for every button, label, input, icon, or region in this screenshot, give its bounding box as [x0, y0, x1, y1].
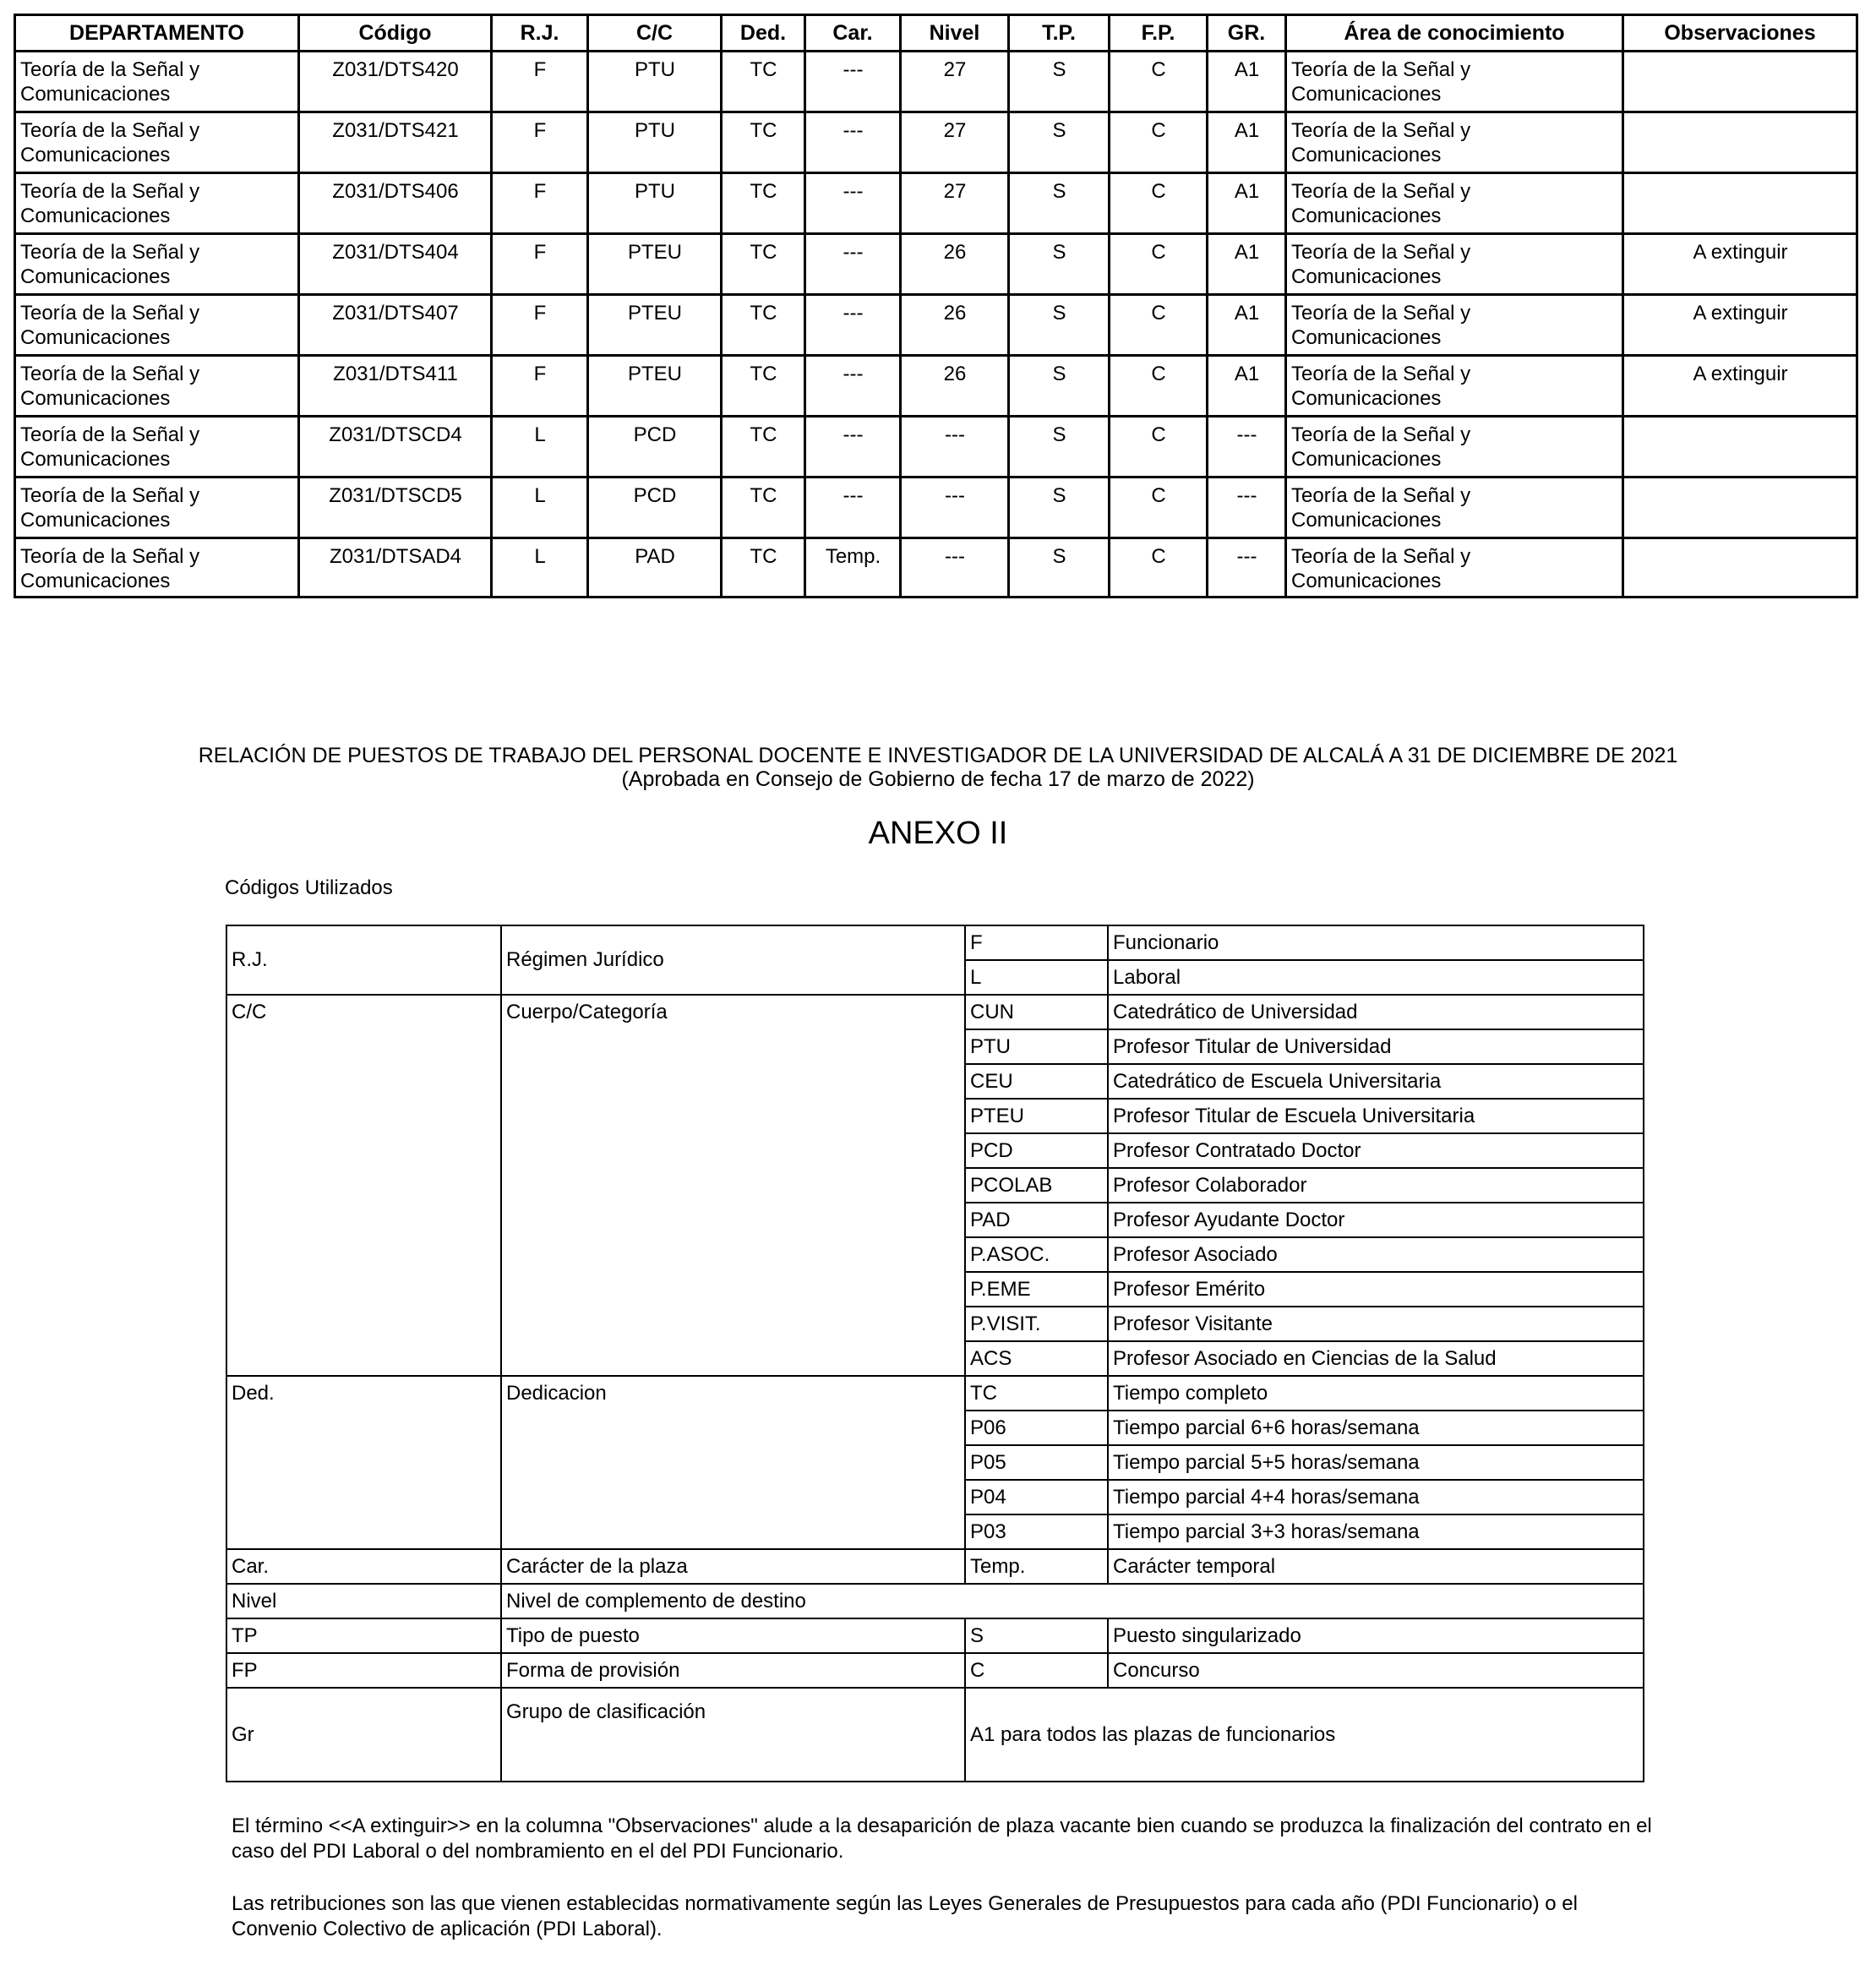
codes-section-label: Códigos Utilizados [225, 876, 393, 899]
cell-codigo: Z031/DTS420 [299, 52, 492, 112]
cell-departamento: Teoría de la Señal y Comunicaciones [15, 295, 299, 356]
cell-codigo: Z031/DTS404 [299, 234, 492, 295]
legend-label: Tipo de puesto [501, 1618, 965, 1653]
document-title: RELACIÓN DE PUESTOS DE TRABAJO DEL PERSONAL DOCENTE E INVESTIGADOR DE LA UNIVERSIDAD DE ALCALÁ A 31 DE DICIEMBRE DE 2021 [198, 744, 1678, 767]
cell-departamento: Teoría de la Señal y Comunicaciones [15, 538, 299, 598]
cell-rj: F [492, 173, 588, 234]
legend-code: CUN [965, 995, 1108, 1029]
cell-fp: C [1110, 52, 1208, 112]
column-header: Observaciones [1623, 15, 1857, 52]
column-header: C/C [588, 15, 722, 52]
column-header: Ded. [722, 15, 805, 52]
column-header: Código [299, 15, 492, 52]
cell-gr: --- [1208, 478, 1286, 538]
cell-ded: TC [722, 295, 805, 356]
legend-description: Tiempo completo [1108, 1376, 1644, 1411]
legend-code: P.VISIT. [965, 1307, 1108, 1341]
cell-area: Teoría de la Señal y Comunicaciones [1286, 295, 1623, 356]
legend-code: ACS [965, 1341, 1108, 1376]
legend-row [226, 1584, 1644, 1618]
cell-codigo: Z031/DTS411 [299, 356, 492, 417]
legend-code: P.EME [965, 1272, 1108, 1307]
legend-code: TC [965, 1376, 1108, 1411]
legend-code: CEU [965, 1064, 1108, 1099]
annex-title: ANEXO II [868, 816, 1008, 851]
legend-description: Tiempo parcial 4+4 horas/semana [1108, 1480, 1644, 1514]
legend-description: Catedrático de Universidad [1108, 995, 1644, 1029]
cell-tp: S [1009, 295, 1110, 356]
legend-label: Nivel de complemento de destino [501, 1584, 1644, 1618]
note-a-extinguir: El término <<A extinguir>> en la columna "Observaciones" alude a la desaparición de plaza vacante bien cuando se produzca la finalización del contrato en el caso del PDI Laboral o del nombramiento en el del PDI Funcionario. [232, 1815, 1652, 1863]
cell-codigo: Z031/DTSAD4 [299, 538, 492, 598]
cell-cc: PTU [588, 173, 722, 234]
cell-nivel: --- [901, 478, 1009, 538]
cell-fp: C [1110, 173, 1208, 234]
cell-car: --- [805, 295, 901, 356]
legend-label: Forma de provisión [501, 1653, 965, 1688]
cell-area: Teoría de la Señal y Comunicaciones [1286, 234, 1623, 295]
cell-area: Teoría de la Señal y Comunicaciones [1286, 52, 1623, 112]
cell-tp: S [1009, 112, 1110, 173]
cell-departamento: Teoría de la Señal y Comunicaciones [15, 173, 299, 234]
cell-fp: C [1110, 112, 1208, 173]
cell-fp: C [1110, 478, 1208, 538]
legend-code: Temp. [965, 1549, 1108, 1584]
legend-abbr: TP [226, 1618, 501, 1653]
cell-obs [1623, 538, 1857, 598]
legend-row [226, 995, 1644, 1029]
legend-code: PCOLAB [965, 1168, 1108, 1203]
cell-cc: PTU [588, 52, 722, 112]
cell-ded: TC [722, 417, 805, 478]
legend-abbr: Nivel [226, 1584, 501, 1618]
table-row [15, 356, 1857, 417]
cell-fp: C [1110, 234, 1208, 295]
legend-code: PAD [965, 1203, 1108, 1237]
table-row [15, 295, 1857, 356]
legend-code: PCD [965, 1133, 1108, 1168]
cell-fp: C [1110, 417, 1208, 478]
cell-codigo: Z031/DTS421 [299, 112, 492, 173]
cell-tp: S [1009, 417, 1110, 478]
cell-nivel: 27 [901, 52, 1009, 112]
legend-description: Funcionario [1108, 925, 1644, 960]
note-retribuciones: Las retribuciones son las que vienen establecidas normativamente según las Leyes Generales de Presupuestos para cada año (PDI Funcionario) o el Convenio Colectivo de aplicación (PDI Laboral). [232, 1892, 1578, 1940]
codes-legend-table [226, 925, 1644, 1782]
legend-row [226, 1376, 1644, 1411]
cell-obs [1623, 52, 1857, 112]
legend-description: Catedrático de Escuela Universitaria [1108, 1064, 1644, 1099]
legend-code: F [965, 925, 1108, 960]
legend-abbr: Ded. [226, 1376, 501, 1549]
legend-code: C [965, 1653, 1108, 1688]
cell-obs [1623, 478, 1857, 538]
legend-code: P04 [965, 1480, 1108, 1514]
column-header: T.P. [1009, 15, 1110, 52]
legend-label: Dedicacion [501, 1376, 965, 1549]
cell-fp: C [1110, 356, 1208, 417]
cell-area: Teoría de la Señal y Comunicaciones [1286, 538, 1623, 598]
column-header: Área de conocimiento [1286, 15, 1623, 52]
cell-tp: S [1009, 478, 1110, 538]
legend-code: P.ASOC. [965, 1237, 1108, 1272]
cell-departamento: Teoría de la Señal y Comunicaciones [15, 356, 299, 417]
cell-departamento: Teoría de la Señal y Comunicaciones [15, 234, 299, 295]
cell-departamento: Teoría de la Señal y Comunicaciones [15, 478, 299, 538]
legend-row [226, 1549, 1644, 1584]
legend-code: PTEU [965, 1099, 1108, 1133]
cell-departamento: Teoría de la Señal y Comunicaciones [15, 417, 299, 478]
cell-area: Teoría de la Señal y Comunicaciones [1286, 417, 1623, 478]
cell-fp: C [1110, 538, 1208, 598]
cell-ded: TC [722, 173, 805, 234]
cell-tp: S [1009, 234, 1110, 295]
cell-area: Teoría de la Señal y Comunicaciones [1286, 478, 1623, 538]
cell-nivel: 27 [901, 112, 1009, 173]
cell-tp: S [1009, 356, 1110, 417]
legend-description: Puesto singularizado [1108, 1618, 1644, 1653]
legend-label: Grupo de clasificación [501, 1688, 965, 1782]
cell-ded: TC [722, 538, 805, 598]
cell-rj: F [492, 356, 588, 417]
legend-description: Profesor Contratado Doctor [1108, 1133, 1644, 1168]
legend-code: P03 [965, 1514, 1108, 1549]
cell-car: Temp. [805, 538, 901, 598]
cell-area: Teoría de la Señal y Comunicaciones [1286, 356, 1623, 417]
legend-abbr: C/C [226, 995, 501, 1376]
cell-nivel: 26 [901, 234, 1009, 295]
column-header: Car. [805, 15, 901, 52]
column-header: DEPARTAMENTO [15, 15, 299, 52]
cell-cc: PAD [588, 538, 722, 598]
legend-description: Profesor Emérito [1108, 1272, 1644, 1307]
cell-ded: TC [722, 234, 805, 295]
legend-description: Carácter temporal [1108, 1549, 1644, 1584]
legend-row [226, 1653, 1644, 1688]
cell-codigo: Z031/DTS407 [299, 295, 492, 356]
legend-abbr: Car. [226, 1549, 501, 1584]
table-row [15, 112, 1857, 173]
legend-label: Régimen Jurídico [501, 925, 965, 995]
legend-code: P05 [965, 1445, 1108, 1480]
cell-car: --- [805, 52, 901, 112]
cell-codigo: Z031/DTSCD4 [299, 417, 492, 478]
cell-car: --- [805, 356, 901, 417]
cell-car: --- [805, 112, 901, 173]
cell-nivel: --- [901, 538, 1009, 598]
cell-area: Teoría de la Señal y Comunicaciones [1286, 112, 1623, 173]
cell-cc: PCD [588, 417, 722, 478]
cell-rj: L [492, 417, 588, 478]
cell-gr: A1 [1208, 112, 1286, 173]
legend-description: Tiempo parcial 6+6 horas/semana [1108, 1411, 1644, 1445]
cell-nivel: --- [901, 417, 1009, 478]
cell-rj: F [492, 295, 588, 356]
cell-obs [1623, 112, 1857, 173]
cell-departamento: Teoría de la Señal y Comunicaciones [15, 52, 299, 112]
cell-ded: TC [722, 478, 805, 538]
legend-description: Profesor Ayudante Doctor [1108, 1203, 1644, 1237]
column-header: R.J. [492, 15, 588, 52]
cell-area: Teoría de la Señal y Comunicaciones [1286, 173, 1623, 234]
legend-description: Profesor Titular de Escuela Universitaria [1108, 1099, 1644, 1133]
table-row [15, 417, 1857, 478]
legend-abbr: FP [226, 1653, 501, 1688]
positions-table [14, 14, 1858, 598]
legend-code: S [965, 1618, 1108, 1653]
cell-gr: A1 [1208, 356, 1286, 417]
cell-nivel: 26 [901, 356, 1009, 417]
table-row [15, 234, 1857, 295]
cell-obs: A extinguir [1623, 356, 1857, 417]
legend-row [226, 1688, 1644, 1782]
cell-nivel: 27 [901, 173, 1009, 234]
cell-fp: C [1110, 295, 1208, 356]
legend-row [226, 925, 1644, 960]
cell-codigo: Z031/DTS406 [299, 173, 492, 234]
cell-obs: A extinguir [1623, 234, 1857, 295]
legend-description: A1 para todos las plazas de funcionarios [965, 1688, 1644, 1782]
legend-code: PTU [965, 1029, 1108, 1064]
legend-label: Carácter de la plaza [501, 1549, 965, 1584]
cell-rj: F [492, 52, 588, 112]
cell-car: --- [805, 417, 901, 478]
cell-obs [1623, 417, 1857, 478]
legend-abbr: R.J. [226, 925, 501, 995]
cell-cc: PCD [588, 478, 722, 538]
legend-description: Tiempo parcial 3+3 horas/semana [1108, 1514, 1644, 1549]
cell-cc: PTEU [588, 234, 722, 295]
legend-code: P06 [965, 1411, 1108, 1445]
legend-row [226, 1618, 1644, 1653]
cell-tp: S [1009, 52, 1110, 112]
cell-obs [1623, 173, 1857, 234]
legend-abbr: Gr [226, 1688, 501, 1782]
cell-gr: A1 [1208, 173, 1286, 234]
legend-description: Profesor Colaborador [1108, 1168, 1644, 1203]
document-subtitle: (Aprobada en Consejo de Gobierno de fecha 17 de marzo de 2022) [621, 767, 1255, 791]
legend-description: Profesor Asociado [1108, 1237, 1644, 1272]
cell-cc: PTEU [588, 295, 722, 356]
legend-description: Tiempo parcial 5+5 horas/semana [1108, 1445, 1644, 1480]
cell-rj: F [492, 112, 588, 173]
column-header: GR. [1208, 15, 1286, 52]
table-header-row [15, 15, 1857, 52]
cell-gr: A1 [1208, 295, 1286, 356]
cell-rj: L [492, 478, 588, 538]
cell-departamento: Teoría de la Señal y Comunicaciones [15, 112, 299, 173]
cell-gr: A1 [1208, 52, 1286, 112]
legend-description: Laboral [1108, 960, 1644, 995]
legend-code: L [965, 960, 1108, 995]
cell-car: --- [805, 478, 901, 538]
cell-ded: TC [722, 112, 805, 173]
cell-tp: S [1009, 173, 1110, 234]
cell-ded: TC [722, 356, 805, 417]
cell-cc: PTU [588, 112, 722, 173]
cell-obs: A extinguir [1623, 295, 1857, 356]
legend-label: Cuerpo/Categoría [501, 995, 965, 1376]
legend-description: Concurso [1108, 1653, 1644, 1688]
cell-car: --- [805, 173, 901, 234]
cell-cc: PTEU [588, 356, 722, 417]
cell-gr: --- [1208, 538, 1286, 598]
table-row [15, 538, 1857, 598]
cell-rj: F [492, 234, 588, 295]
column-header: F.P. [1110, 15, 1208, 52]
cell-nivel: 26 [901, 295, 1009, 356]
cell-rj: L [492, 538, 588, 598]
legend-description: Profesor Visitante [1108, 1307, 1644, 1341]
cell-gr: --- [1208, 417, 1286, 478]
cell-ded: TC [722, 52, 805, 112]
legend-description: Profesor Titular de Universidad [1108, 1029, 1644, 1064]
cell-gr: A1 [1208, 234, 1286, 295]
legend-description: Profesor Asociado en Ciencias de la Salud [1108, 1341, 1644, 1376]
table-row [15, 173, 1857, 234]
table-row [15, 478, 1857, 538]
cell-tp: S [1009, 538, 1110, 598]
cell-car: --- [805, 234, 901, 295]
table-row [15, 52, 1857, 112]
cell-codigo: Z031/DTSCD5 [299, 478, 492, 538]
column-header: Nivel [901, 15, 1009, 52]
